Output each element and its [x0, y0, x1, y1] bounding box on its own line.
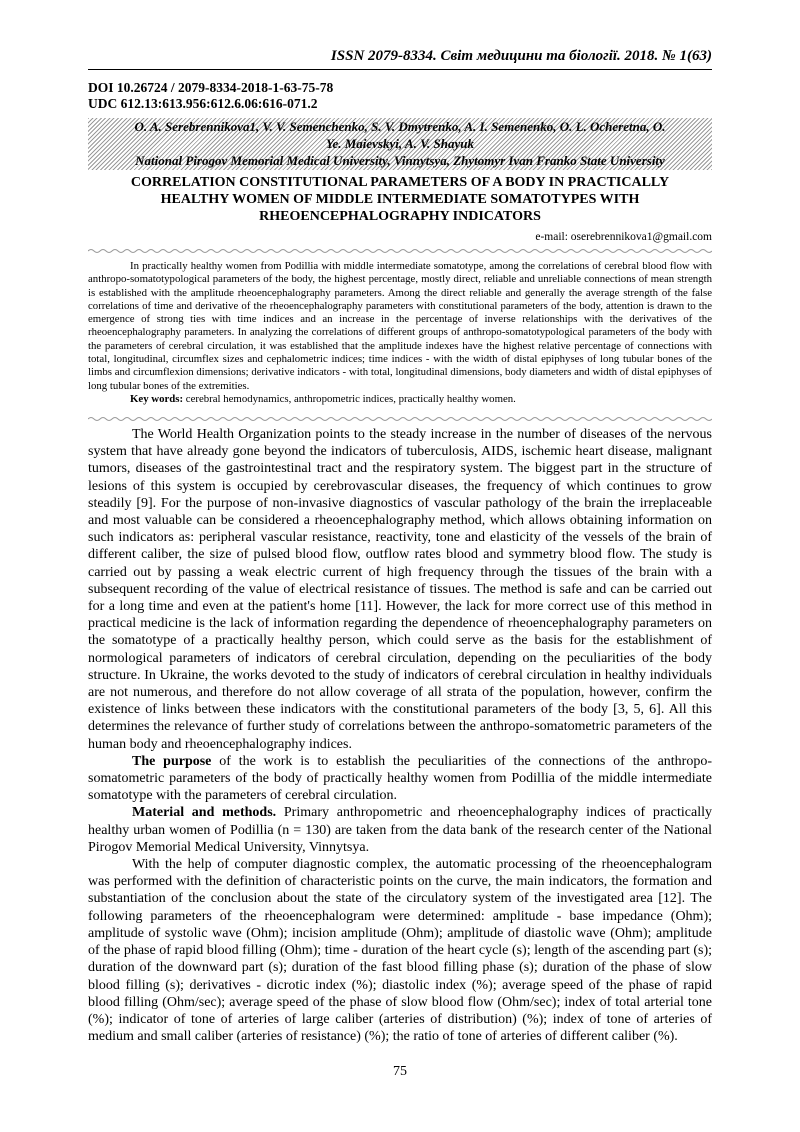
body-paragraph: The World Health Organization points to the steady increase in the number of diseases of the nervous system that have already gone beyond the indicators of tuberculosis, AIDS, ischemic heart disease, malignant tumors, diseases of the gastrointestinal tract and the respiratory system. The biggest part in the structure of lesions of this system is occupied by cerebrovascular diseases, the frequency of which continues to grow steadily [9]. For the purpose of non-invasive diagnostics of vascular pathology of the brain the irreplaceable and most valuable can be considered a rheoencephalography method, which allows obtaining information on such indicators as: peripheral vascular resistance, reactivity, tone and elasticity of the vessels of the brain of different caliber, the size of pulsed blood flow, outflow rates blood and symmetry blood flow. The study is carried out by passing a weak electric current of high frequency through the tissues of the brain with a subsequent recording of the value of electrical resistance of tissues. The method is safe and can be carried out for a long time and even at the patient's home [11]. However, the lack for more correct use of this method in practical medicine is the lack of information regarding the dependence of rheoencephalography parameters on the somatotype of a practically healthy person, which could serve as the basis for the establishment of normological parameters of indicators of cerebral circulation, depending on the peculiarities of the body structure. In Ukraine, the works devoted to the study of indicators of cerebral circulation in healthy individuals are not numerous, and therefore do not allow coverage of all strata of the population, however, confirm the existence of links between these indicators with the constitutional parameters of the body [3, 5, 6]. All this determines the relevance of further study of correlations between the anthropo-somatometric parameters of the human body and rheoencephalography indices. [88, 427, 712, 752]
keywords [88, 393, 712, 406]
doi: DOI 10.26724 / 2079-8334-2018-1-63-75-78 [88, 80, 334, 95]
keywords-label: Key words: [130, 392, 184, 405]
page-number: 75 [393, 1064, 407, 1079]
methods-label: Material and methods. [132, 805, 277, 821]
article-meta [88, 80, 333, 112]
body-paragraph [88, 804, 712, 856]
affiliation: National Pirogov Memorial Medical University, Vinnytsya, Zhytomyr Ivan Franko State University [135, 153, 665, 168]
abstract-bottom-divider [88, 416, 712, 422]
abstract [88, 260, 712, 406]
purpose-label: The purpose [132, 753, 212, 769]
methods-text: Primary anthropometric and rheoencephalography indices of practically healthy urban women of Podillia (n = 130) are taken from the data bank of the research center of the National Pirogov Memorial Medical University, Vinnytsya. [88, 805, 712, 855]
article-title [120, 174, 680, 225]
journal-running-head: ISSN 2079-8334. Світ медицини та біології. 2018. № 1(63) [88, 48, 712, 70]
abstract-top-divider [88, 248, 712, 254]
title-line-3: RHEOENCEPHALOGRAPHY INDICATORS [259, 209, 541, 224]
abstract-text: In practically healthy women from Podillia with middle intermediate somatotype, among the correlations of cerebral blood flow with anthropo-somatotypological parameters of the body, the highest percentage, mostly direct, reliable and unreliable connections of mean strength is established with the amplitude rheoencephalography parameters. Among the direct reliable and generally the average strength of the false correlations of time and derivative of the rheoencephalography parameters with constitutional parameters of the body, attention is drawn to the emergence of strong ties with time indices and an increase in the percentage of inverse relationships with the derivatives of the rheoencephalography parameters. In analyzing the correlations of different groups of anthropo-somatotypological parameters of the body with the parameters of cerebral circulation, it was established that the amplitude indexes have the highest relative percentage of connections with total, longitudinal, circumflex sizes and cephalometric indices; time indices - with the width of distal epiphyses of long tubular bones of the limbs and circumflexion dimensions; derivative indicators - with total, longitudinal dimensions, body diameters and width of distal epiphyses of long tubular bones of the extremities. [88, 260, 712, 392]
keywords-list: cerebral hemodynamics, anthropometric indices, practically healthy women. [185, 392, 516, 405]
body-paragraph: With the help of computer diagnostic complex, the automatic processing of the rheoencephalogram was performed with the definition of characteristic points on the curve, the main indicators, the formation and substantiation of the conclusion about the state of the circulatory system of the investigated area [12]. The following parameters of the rheoencephalogram were determined: amplitude - base impedance (Ohm); amplitude of systolic wave (Ohm); incision amplitude (Ohm); amplitude of diastolic wave (Ohm); amplitude of the phase of rapid blood filling (Ohm); time - duration of the heart cycle (s); length of the ascending part (s); duration of the downward part (s); duration of the fast blood filling phase (s); duration of the phase of slow blood filling (s); derivatives - dicrotic index (%); diastolic index (%); average speed of the phase of rapid blood filling (Ohm/sec); average speed of the phase of slow blood flow (Ohm/sec); index of total arterial tone (%); indicator of tone of arteries of large caliber (arteries of distribution) (%); index of tone of arteries of medium and small caliber (arteries of resistance) (%); the ratio of tone of arteries of different caliber (%). [88, 857, 712, 1045]
author-email: e-mail: oserebrennikova1@gmail.com [535, 231, 712, 243]
article-body [88, 426, 712, 1045]
purpose-text: of the work is to establish the peculiarities of the connections of the anthropo-somatometric parameters of the body of practically healthy women from Podillia of the middle intermediate somatotype with the parameters of cerebral circulation. [88, 753, 713, 804]
body-paragraph [88, 753, 712, 805]
author-block [88, 118, 712, 170]
title-line-1: CORRELATION CONSTITUTIONAL PARAMETERS OF A BODY IN PRACTICALLY [130, 175, 670, 190]
udc: UDC 612.13:613.956:612.6.06:616-071.2 [88, 96, 318, 111]
title-line-2: HEALTHY WOMEN OF MIDDLE INTERMEDIATE SOMATOTYPES WITH [160, 192, 640, 207]
authors-line-1: O. A. Serebrennikova1, V. V. Semenchenko, S. V. Dmytrenko, A. I. Semenenko, O. L. Ocheretna, O. [134, 119, 666, 134]
authors-line-2: Ye. Maievskyi, A. V. Shayuk [325, 136, 475, 151]
